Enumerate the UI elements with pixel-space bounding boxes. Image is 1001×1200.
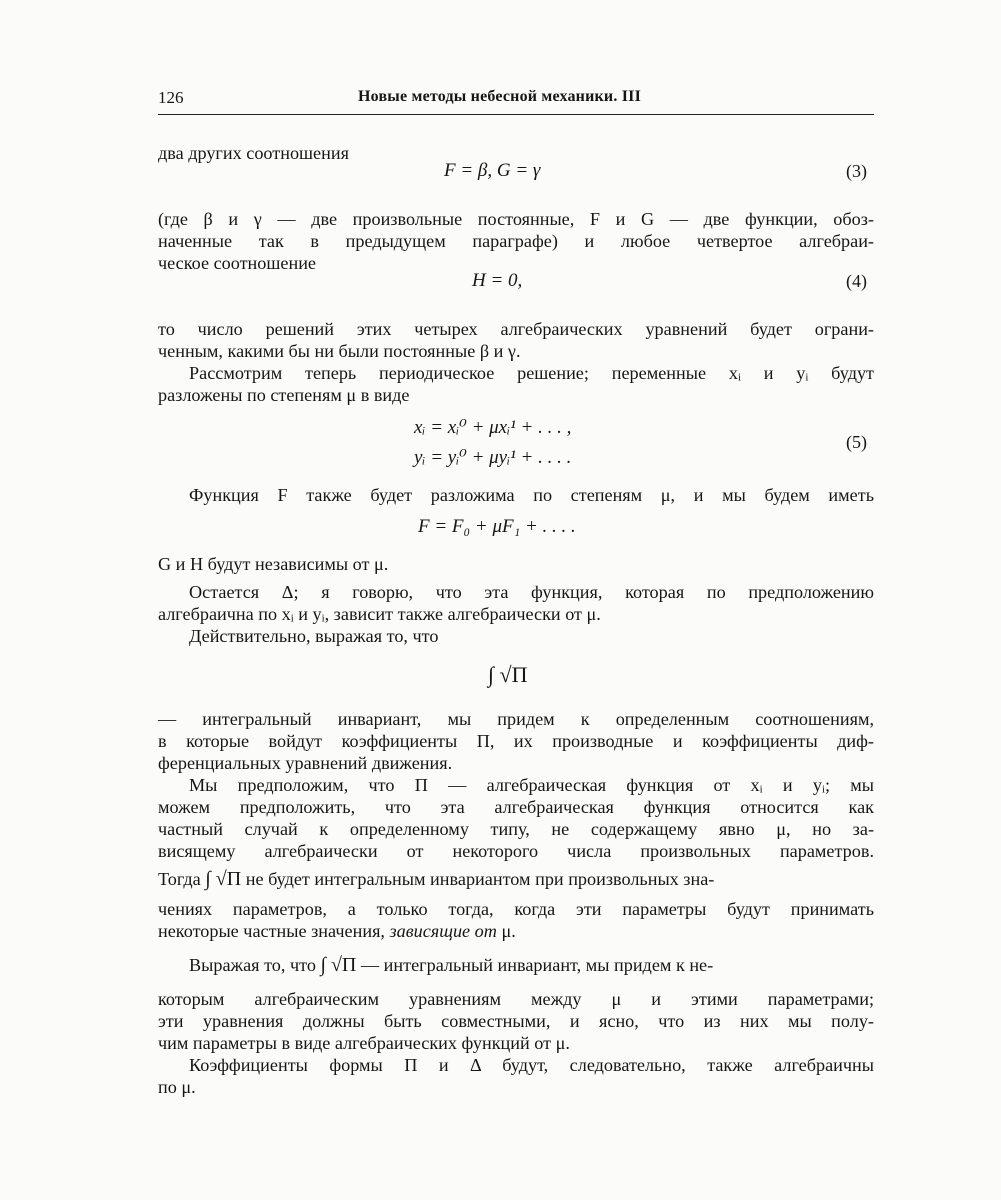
text-fragment: — интегральный инвариант, мы придем к не- [360,955,714,975]
text-line: Коэффициенты формы Π и Δ будут, следовательно, также алгебраичны [189,1055,874,1075]
text-line: алгебраична по xᵢ и yᵢ, зависит также алгебраически от μ. [158,604,601,624]
text-line: наченные так в предыдущем параграфе) и любое четвертое алгебраи- [158,231,874,251]
page-number: 126 [158,88,184,107]
equation-F-expansion: F = F₀ + μF₁ + . . . . [418,516,576,537]
text-line: Мы предположим, что Π — алгебраическая функция от xᵢ и yᵢ; мы [189,775,874,795]
text-line: G и H будут независимы от μ. [158,554,389,574]
text-line: чим параметры в виде алгебраических функций от μ. [158,1033,570,1053]
text-line: которым алгебраическим уравнениям между μ и этими параметрами; [158,989,874,1009]
equation-5a: xᵢ = xᵢ⁰ + μxᵢ¹ + . . . , [414,417,572,438]
text-line: в которые войдут коэффициенты Π, их производные и коэффициенты диф- [158,731,874,751]
equation-5-brace [800,416,824,476]
text-line: Функция F также будет разложима по степеням μ, и мы будем иметь [189,485,874,505]
text-fragment: некоторые частные значения, [158,921,385,941]
equation-4-number: (4) [846,271,867,291]
inline-integral: ∫ √Π [320,954,357,976]
text-line: (где β и γ — две произвольные постоянные, F и G — две функции, обоз- [158,209,874,229]
text-line: висящему алгебраически от некоторого числа произвольных параметров. [158,841,874,861]
text-line: чениях параметров, а только тогда, когда эти параметры будут принимать [158,899,874,919]
text-line: частный случай к определенному типу, не содержащему явно μ, но за- [158,819,874,839]
text-fragment: не будет интегральным инвариантом при произвольных зна- [245,869,715,889]
text-line: то число решений этих четырех алгебраических уравнений будет ограни- [158,319,874,339]
text-line-with-integral [158,868,874,890]
text-line: ческое соотношение [158,253,317,273]
text-line: по μ. [158,1077,196,1097]
text-line: можем предположить, что эта алгебраическая функция относится как [158,797,874,817]
text-fragment: Тогда [158,869,201,889]
equation-3-number: (3) [846,161,867,181]
italic-fragment: зависящие от [389,921,497,941]
text-fragment: μ. [501,921,516,941]
page-header [158,88,874,115]
text-line: разложены по степеням μ в виде [158,385,410,405]
integral-sqrt-pi: ∫ √Π [488,662,528,687]
text-line: Остается Δ; я говорю, что эта функция, которая по предположению [189,582,874,602]
text-line: — интегральный инвариант, мы придем к определенным соотношениям, [158,709,874,729]
equation-4: H = 0, [472,270,523,291]
text-line-with-italic [158,920,874,942]
text-line: Рассмотрим теперь периодическое решение; переменные xᵢ и yᵢ будут [189,363,874,383]
text-line-with-integral [158,954,874,976]
equation-3: F = β, G = γ [444,160,541,181]
text-line: Действительно, выражая то, что [189,626,439,646]
text-line: ференциальных уравнений движения. [158,753,453,773]
text-line: два других соотношения [158,143,349,163]
text-line: эти уравнения должны быть совместными, и ясно, что из них мы полу- [158,1011,874,1031]
running-title: Новые методы небесной механики. III [358,88,642,105]
inline-integral: ∫ √Π [205,868,242,890]
text-line: ченным, какими бы ни были постоянные β и γ. [158,341,521,361]
text-fragment: Выражая то, что [189,955,316,975]
equation-5-number: (5) [846,432,867,452]
equation-5b: yᵢ = yᵢ⁰ + μyᵢ¹ + . . . . [414,447,572,468]
